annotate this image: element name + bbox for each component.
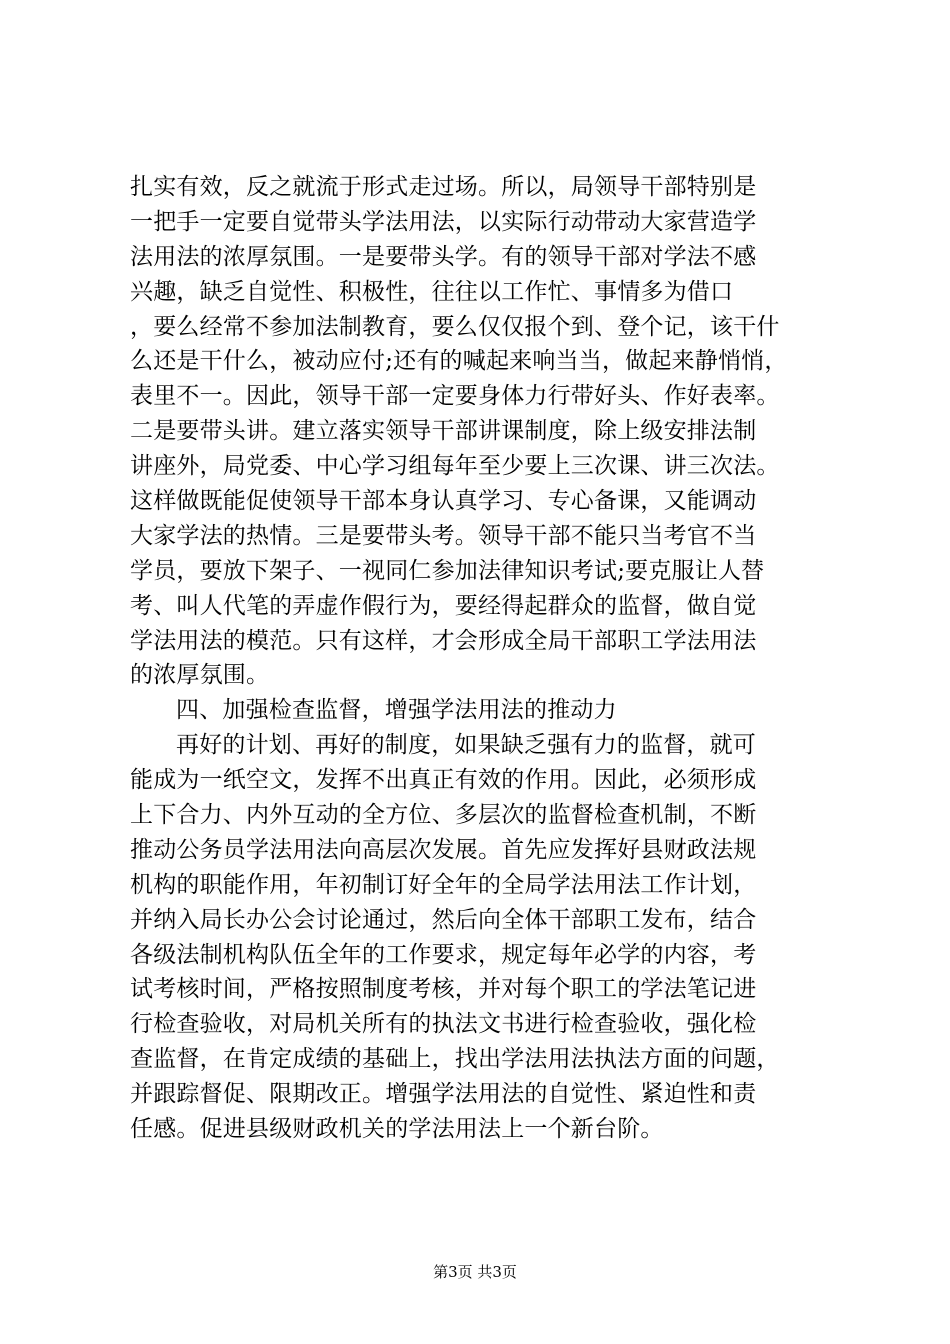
text-line: 表里不一。因此，领导干部一定要身体力行带好头、作好表率。 — [130, 383, 780, 410]
text-line: 能成为一纸空文，发挥不出真正有效的作用。因此，必须形成 — [130, 767, 757, 794]
text-line: 大家学法的热情。三是要带头考。领导干部不能只当考官不当 — [130, 522, 757, 549]
text-line: 再好的计划、再好的制度，如果缺乏强有力的监督，就可 — [176, 732, 756, 759]
text-line: 学员，要放下架子、一视同仁参加法律知识考试;要克服让人替 — [130, 557, 765, 584]
text-line: 并跟踪督促、限期改正。增强学法用法的自觉性、紧迫性和责 — [130, 1081, 757, 1108]
text-line: 机构的职能作用，年初制订好全年的全局学法用法工作计划， — [130, 871, 757, 898]
text-line: 任感。促进县级财政机关的学法用法上一个新台阶。 — [130, 1116, 664, 1143]
text-line: 学法用法的模范。只有这样，才会形成全局干部职工学法用法 — [130, 627, 757, 654]
text-line: 么还是干什么，被动应付;还有的喊起来响当当，做起来静悄悄， — [130, 348, 788, 375]
text-line: 推动公务员学法用法向高层次发展。首先应发挥好县财政法规 — [130, 836, 757, 863]
text-line: 一把手一定要自觉带头学法用法，以实际行动带动大家营造学 — [130, 208, 757, 235]
text-line: ，要么经常不参加法制教育，要么仅仅报个到、登个记，该干什 — [130, 313, 780, 340]
text-line: 讲座外，局党委、中心学习组每年至少要上三次课、讲三次法。 — [130, 453, 780, 480]
text-line: 兴趣，缺乏自觉性、积极性，往往以工作忙、事情多为借口 — [130, 278, 734, 305]
text-line: 四、加强检查监督，增强学法用法的推动力 — [176, 697, 617, 724]
page-footer: 第3页 共3页 — [433, 1263, 517, 1281]
text-line: 查监督，在肯定成绩的基础上，找出学法用法执法方面的问题， — [130, 1046, 780, 1073]
text-line: 扎实有效，反之就流于形式走过场。所以，局领导干部特别是 — [130, 174, 757, 200]
text-line: 法用法的浓厚氛围。一是要带头学。有的领导干部对学法不感 — [130, 243, 757, 270]
text-line: 这样做既能促使领导干部本身认真学习、专心备课，又能调动 — [130, 488, 757, 515]
document-body — [130, 170, 840, 1147]
text-line: 的浓厚氛围。 — [130, 662, 270, 689]
text-line: 各级法制机构队伍全年的工作要求，规定每年必学的内容，考 — [130, 941, 757, 968]
text-line: 二是要带头讲。建立落实领导干部讲课制度，除上级安排法制 — [130, 418, 757, 445]
text-line: 试考核时间，严格按照制度考核，并对每个职工的学法笔记进 — [130, 976, 757, 1003]
text-line: 上下合力、内外互动的全方位、多层次的监督检查机制，不断 — [130, 802, 757, 829]
text-line: 考、叫人代笔的弄虚作假行为，要经得起群众的监督，做自觉 — [130, 592, 757, 619]
text-line: 并纳入局长办公会讨论通过，然后向全体干部职工发布，结合 — [130, 906, 757, 933]
text-line: 行检查验收，对局机关所有的执法文书进行检查验收，强化检 — [130, 1011, 757, 1038]
